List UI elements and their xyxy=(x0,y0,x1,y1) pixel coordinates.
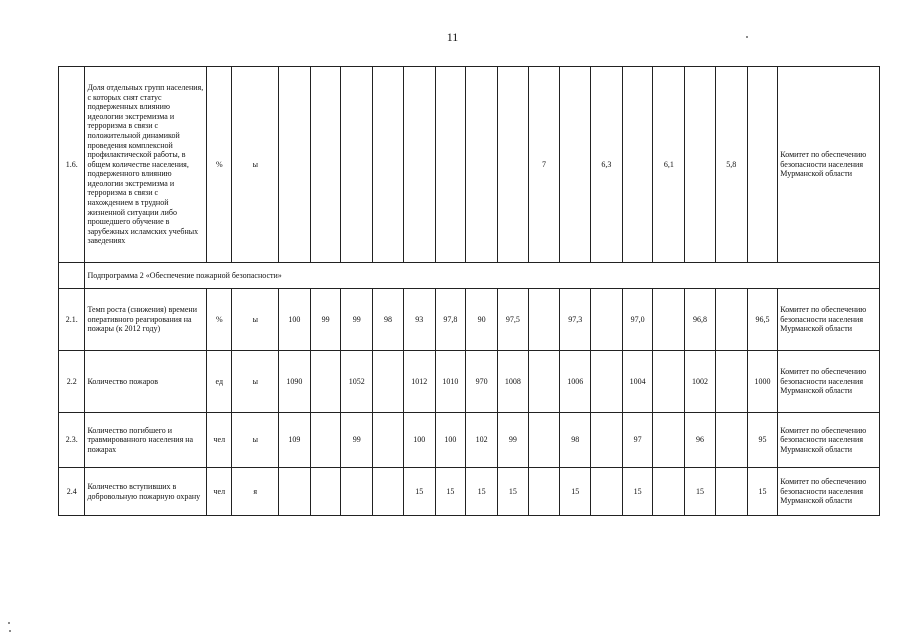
value-cell xyxy=(373,468,404,516)
value-cell: 1090 xyxy=(279,351,311,413)
scan-speck xyxy=(746,36,748,38)
row-number: 1.6. xyxy=(59,67,85,263)
scan-speck xyxy=(9,630,11,632)
value-cell: 1010 xyxy=(435,351,466,413)
value-cell: 100 xyxy=(435,413,466,468)
value-cell: 97,8 xyxy=(435,289,466,351)
value-cell xyxy=(497,67,528,263)
value-cell: 1002 xyxy=(685,351,716,413)
value-cell xyxy=(653,289,685,351)
value-cell xyxy=(310,67,341,263)
value-cell xyxy=(653,468,685,516)
value-cell xyxy=(528,289,560,351)
direction-cell: ы xyxy=(232,67,279,263)
value-cell xyxy=(715,468,747,516)
row-number: 2.1. xyxy=(59,289,85,351)
value-cell xyxy=(403,67,435,263)
direction-cell: я xyxy=(232,468,279,516)
indicator-name: Количество погибшего и травмированного населения на пожарах xyxy=(85,413,207,468)
value-cell xyxy=(591,413,623,468)
value-cell xyxy=(310,468,341,516)
value-cell xyxy=(279,67,311,263)
value-cell: 98 xyxy=(560,413,591,468)
value-cell: 1008 xyxy=(497,351,528,413)
value-cell xyxy=(560,67,591,263)
table-row xyxy=(59,468,880,516)
indicator-name: Количество вступивших в добровольную пожарную охрану xyxy=(85,468,207,516)
row-number: 2.3. xyxy=(59,413,85,468)
table-row xyxy=(59,289,880,351)
responsible-cell: Комитет по обеспечению безопасности населения Мурманской области xyxy=(778,351,880,413)
row-number: 2.4 xyxy=(59,468,85,516)
value-cell: 99 xyxy=(341,289,373,351)
value-cell: 15 xyxy=(403,468,435,516)
value-cell xyxy=(310,413,341,468)
value-cell: 1004 xyxy=(622,351,653,413)
value-cell: 6,1 xyxy=(653,67,685,263)
value-cell xyxy=(622,67,653,263)
value-cell: 90 xyxy=(466,289,498,351)
value-cell xyxy=(591,289,623,351)
value-cell xyxy=(279,468,311,516)
responsible-cell: Комитет по обеспечению безопасности населения Мурманской области xyxy=(778,67,880,263)
value-cell xyxy=(715,413,747,468)
responsible-cell: Комитет по обеспечению безопасности населения Мурманской области xyxy=(778,289,880,351)
value-cell xyxy=(373,413,404,468)
indicator-name: Количество пожаров xyxy=(85,351,207,413)
responsible-cell: Комитет по обеспечению безопасности населения Мурманской области xyxy=(778,468,880,516)
value-cell xyxy=(310,351,341,413)
value-cell: 95 xyxy=(747,413,778,468)
value-cell: 96,8 xyxy=(685,289,716,351)
value-cell xyxy=(591,351,623,413)
value-cell: 99 xyxy=(341,413,373,468)
value-cell: 1012 xyxy=(403,351,435,413)
value-cell xyxy=(341,468,373,516)
value-cell: 97,5 xyxy=(497,289,528,351)
value-cell xyxy=(528,351,560,413)
value-cell: 7 xyxy=(528,67,560,263)
value-cell xyxy=(435,67,466,263)
row-number: 2.2 xyxy=(59,351,85,413)
value-cell xyxy=(528,468,560,516)
value-cell xyxy=(747,67,778,263)
subprogram-title: Подпрограмма 2 «Обеспечение пожарной безопасности» xyxy=(85,263,880,289)
value-cell xyxy=(653,413,685,468)
value-cell xyxy=(685,67,716,263)
unit-cell: % xyxy=(207,289,232,351)
subprogram-row xyxy=(59,263,880,289)
value-cell: 96,5 xyxy=(747,289,778,351)
value-cell: 99 xyxy=(497,413,528,468)
value-cell: 93 xyxy=(403,289,435,351)
value-cell: 1006 xyxy=(560,351,591,413)
value-cell xyxy=(653,351,685,413)
value-cell: 15 xyxy=(466,468,498,516)
value-cell: 15 xyxy=(497,468,528,516)
unit-cell: % xyxy=(207,67,232,263)
direction-cell: ы xyxy=(232,413,279,468)
value-cell: 5,8 xyxy=(715,67,747,263)
subprogram-number-cell xyxy=(59,263,85,289)
value-cell xyxy=(715,289,747,351)
value-cell xyxy=(528,413,560,468)
value-cell: 100 xyxy=(403,413,435,468)
table-row xyxy=(59,67,880,263)
indicator-name: Доля отдельных групп населения, с которых снят статус подверженных влиянию идеологии экстремизма и терроризма в связи с положительной динамикой проведения комплексной профилактической работы, в общем количестве населения, подверженного влиянию идеологии экстремизма и терроризма в связи с нахождением в трудной жизненной ситуации либо прошедшего обучение в зарубежных исламских учебных заведениях xyxy=(85,67,207,263)
value-cell xyxy=(373,351,404,413)
table-row xyxy=(59,413,880,468)
direction-cell: ы xyxy=(232,289,279,351)
value-cell: 1052 xyxy=(341,351,373,413)
value-cell xyxy=(466,67,498,263)
value-cell: 15 xyxy=(622,468,653,516)
value-cell xyxy=(591,468,623,516)
scan-speck xyxy=(8,622,10,624)
value-cell: 1000 xyxy=(747,351,778,413)
unit-cell: ед xyxy=(207,351,232,413)
value-cell xyxy=(715,351,747,413)
direction-cell: ы xyxy=(232,351,279,413)
value-cell: 99 xyxy=(310,289,341,351)
unit-cell: чел xyxy=(207,468,232,516)
indicator-name: Темп роста (снижения) времени оперативного реагирования на пожары (к 2012 году) xyxy=(85,289,207,351)
value-cell: 96 xyxy=(685,413,716,468)
indicators-table xyxy=(58,66,880,516)
value-cell xyxy=(373,67,404,263)
responsible-cell: Комитет по обеспечению безопасности населения Мурманской области xyxy=(778,413,880,468)
value-cell: 15 xyxy=(560,468,591,516)
value-cell: 102 xyxy=(466,413,498,468)
unit-cell: чел xyxy=(207,413,232,468)
value-cell: 970 xyxy=(466,351,498,413)
value-cell: 15 xyxy=(747,468,778,516)
value-cell: 15 xyxy=(685,468,716,516)
value-cell: 100 xyxy=(279,289,311,351)
value-cell: 97,3 xyxy=(560,289,591,351)
value-cell: 15 xyxy=(435,468,466,516)
table-row xyxy=(59,351,880,413)
value-cell: 97 xyxy=(622,413,653,468)
value-cell: 97,0 xyxy=(622,289,653,351)
value-cell: 98 xyxy=(373,289,404,351)
value-cell xyxy=(341,67,373,263)
value-cell: 109 xyxy=(279,413,311,468)
page-number: 11 xyxy=(446,30,459,44)
value-cell: 6,3 xyxy=(591,67,623,263)
